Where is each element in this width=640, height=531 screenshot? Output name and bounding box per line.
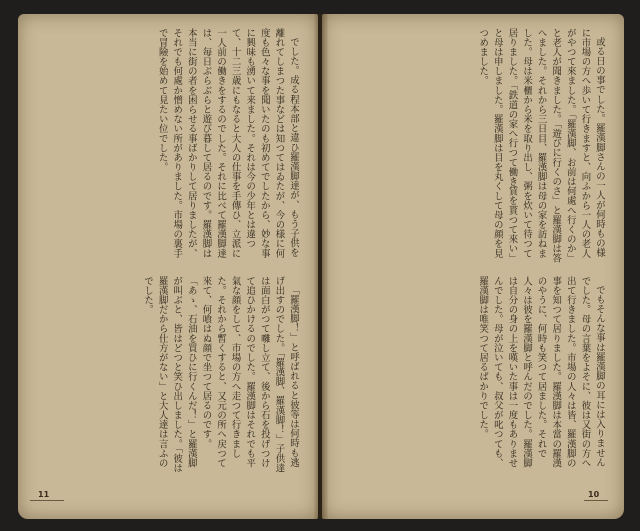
- right-page-upper-text: [334, 28, 606, 266]
- right-upper-paragraph: 或る日の事でした。羅漢脚さんの一人が何時もの様に市場の方へ歩いて行きますと、向ふから一人の老人がやつて來ました。「羅漢脚、お前は何處へ行くのか」と老人が聞きました。「遊びに行くのさ」と羅漢脚は答へました。それから三日目、羅漢脚は母の家を訪ねました。母は米櫃から米を取り出し、粥を炊いて待つて居りました。「鉄道の家へ行つて働き賃を貰つて來い」と母は申しました。羅漢脚は目を丸くして母の顔を見つめました。: [477, 28, 605, 264]
- right-lower-paragraph: でもそんな事は羅漢脚の耳には入りませんでした。母の言葉をよそに、彼は又街の方へ出て行きました。市場の人々は皆、羅漢脚の事を知つて居りました。羅漢脚は本當の羅漢のやうに、何時も笑つて居ました。それで人々は彼を羅漢脚と呼んだのでした。羅漢脚は自分の身の上を嘆いた事は一度もありませんでした。母が泣いても、叔父が叱つても、羅漢脚は唯笑つて居るばかりでした。: [477, 276, 605, 468]
- left-folio-rule: [30, 500, 64, 501]
- book-gutter: [314, 14, 328, 519]
- left-page-upper-text: [30, 28, 300, 266]
- right-page-lower-text: [334, 276, 606, 476]
- left-page-number: 11: [38, 490, 50, 499]
- left-lower-paragraph: 「羅漢脚！」と呼ばれると彼等は何時も逃げ出すのでした。「羅漢脚、羅漢脚！」子供達は面白がつて囃し立て、後から石を投げつけて追ひかけるのでした。羅漢脚はそれでも平氣な顔をして、市場の方へ走つて行きました。それから暫くすると、又元の所へ戻つて來て、何喰はぬ顔で坐つて居るのです。「あゝ、石油を買ひに行くんだ！」と羅漢脚が叫ぶと、皆はどつと笑ひ出しました。「彼は羅漢脚だから仕方がない」と大人達は言ふのでした。: [142, 276, 299, 473]
- left-upper-paragraph: でした。成る程本部と違ひ羅漢脚達が、もう子供を離れてしまつた事などは知つてはゐたが、今の様に何度も色々な事を聞いたのも初めてでしたから、妙な事に興味も湧いて来ました。それは今の少年とは違つて、十二三歳にもなると大人の仕事を手傳ひ、立派に一人前の働きをするのでした。それに比べて羅漢脚達は、毎日ぶらぶらと遊び暮して居るのです。羅漢脚は本当に街の者を困らせる事ばかりして居りましたが、それでも何處か憎めない所がありました。市場の裏手で冒險を始めて見たい位でした。: [156, 28, 299, 259]
- right-folio-rule: [584, 500, 608, 501]
- left-page-lower-text: [30, 276, 300, 476]
- right-page-number: 10: [588, 490, 600, 499]
